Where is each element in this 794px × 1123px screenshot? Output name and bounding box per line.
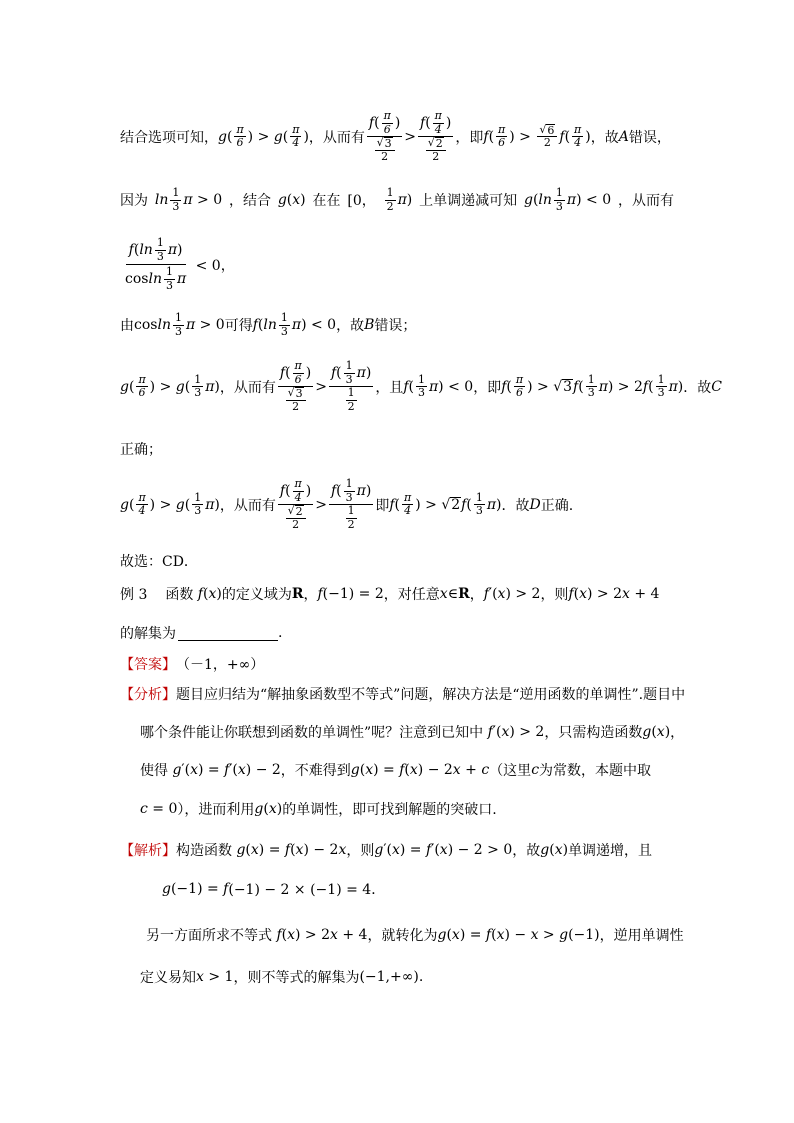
text: ， [303, 587, 318, 603]
line-option-b: 由 cosln $\frac{1}{3}$ π > 0 可得 f(ln $\frac{1}{3}$ π) < 0 ，故 B 错误； [120, 311, 417, 338]
text: ，则 [346, 843, 375, 859]
fraction: f ( $\frac{\pi}{6}$ ) √ 3 2 [368, 109, 401, 163]
example-3-line-2 [120, 623, 282, 643]
line-correct [120, 439, 162, 459]
text: ， [670, 725, 685, 741]
text: C [711, 378, 722, 395]
text: 的单调性，即可找到解题的突破口. [282, 802, 497, 818]
text: [0， [347, 193, 376, 210]
text: 正确. [540, 497, 574, 514]
solution-line-4: 定义易知 x > 1 ，则不等式的解集为 (−1,+∞) . [140, 969, 424, 986]
text: 的解集为 [120, 626, 176, 642]
analysis-line-1 [120, 684, 685, 704]
line-choice [120, 551, 198, 571]
text: 上单调递减可知 [419, 193, 518, 210]
fraction: f ( ln $\frac{1}{3}$ π ) cos ln $\frac{1}{3}$ π [125, 236, 187, 292]
answer-line [120, 654, 264, 674]
text: . [278, 625, 283, 641]
text: ，逆用单调性 [599, 928, 684, 944]
fraction: f ( $\frac{\pi}{4}$ ) √ 2 2 [279, 477, 312, 531]
text: 即 [375, 497, 390, 514]
line-option-d: g ( $\frac{\pi}{4}$ ) > g ( $\frac{1}{3}$ π ) ，从而有 f ( $\frac{\pi}{4}$ ) √ 2 2 > f ( $\frac{1}{3}$ π ) $\frac{1}{2}$ 即 f ( $\frac{\pi}{4}$ ) > √ 2 f ( $\frac{1}{3}$ π ) ．故 D 正确. [120, 477, 574, 531]
text: 为常数，本题中取 [539, 763, 652, 779]
text: 故选：CD． [120, 554, 198, 570]
text: ．故 [501, 497, 530, 514]
text: ，且 [375, 379, 404, 396]
text: 单调递增，且 [568, 843, 653, 859]
answer-tag: 【答案】 [120, 657, 176, 673]
text: 在在 [312, 193, 341, 210]
fraction: f ( $\frac{1}{3}$ π ) $\frac{1}{2}$ [330, 477, 372, 531]
text: ，从而有 [308, 129, 365, 146]
analysis-tag: 【分析】 [120, 687, 176, 703]
example-3-line-1: 例 3 函数 f ( x ) 的定义域为 R ， f (−1) = 2 ，对任意 x ∈ R ， f ′( x ) > 2 ，则 f ( x ) > 2 x + 4 [120, 586, 660, 603]
analysis-line-3: 使得 g ′( x ) = f ′( x ) − 2 ，不难得到 g ( x ) = f ( x ) − 2 x + c （这里 c 为常数，本题中取 [140, 762, 652, 779]
text: ，故 [512, 843, 541, 859]
text: D [529, 496, 541, 513]
text: 结合选项可知， [120, 129, 218, 146]
line-option-c: g ( $\frac{\pi}{6}$ ) > g ( $\frac{1}{3}$ π ) ，从而有 f ( $\frac{\pi}{6}$ ) √ 3 2 > f ( $\frac{1}{3}$ π ) $\frac{1}{2}$ ，且 f ( $\frac{1}{3}$ π ) < 0 ，即 f ( $\frac{\pi}{6}$ ) > √ 3 f ( $\frac{1}{3}$ π ) > 2 f ( $\frac{1}{3}$ π ) ．故 C [120, 359, 722, 413]
text: ，则不等式的解集为 [233, 970, 360, 986]
text: ， [469, 587, 484, 603]
solution-line-1: 【解析】 构造函数 g ( x ) = f ( x ) − 2 x ，则 g ′( x ) = f ′( x ) − 2 > 0 ，故 g ( x ) 单调递增，且 [120, 842, 653, 859]
text: . [418, 969, 424, 985]
text: 正确； [120, 442, 162, 458]
text: ，对任意 [383, 587, 440, 603]
text: ．故 [683, 379, 712, 396]
text: ，故 [336, 318, 365, 335]
text: 另一方面所求不等式 [146, 928, 272, 944]
text: ，结合 [228, 193, 271, 210]
fraction: f ( $\frac{1}{3}$ π ) $\frac{1}{2}$ [330, 359, 372, 413]
text: 题目应归结为“解抽象函数型不等式”问题，解决方法是“逆用函数的单调性”.题目中 [176, 687, 686, 703]
analysis-line-4: c = 0 ），进而利用 g ( x ) 的单调性，即可找到解题的突破口. [140, 801, 497, 818]
text: R [291, 586, 304, 602]
text: 错误， [628, 129, 671, 146]
text: B [364, 317, 375, 334]
text: 定义易知 [140, 970, 196, 986]
text: ，只需构造函数 [544, 725, 643, 741]
text: ，从而有 [219, 379, 276, 396]
text: （这里 [489, 763, 532, 779]
line-fraction-lt-zero: f ( ln $\frac{1}{3}$ π ) cos ln $\frac{1}{3}$ π < 0， [120, 236, 235, 294]
example-label: 例 3 [120, 587, 148, 603]
answer-value: （－1，+∞） [176, 657, 265, 673]
line-option-a: 结合选项可知， g ( $\frac{\pi}{6}$ ) > g ( $\frac{\pi}{4}$ ) ，从而有 f ( $\frac{\pi}{6}$ ) √ 3 2 > f ( $\frac{\pi}{4}$ ) √ 2 2 ，即 f ( $\frac{\pi}{6}$ ) > √ 6 2 f ( $\frac{\pi}{4}$ ) ，故 A 错误， [120, 109, 671, 163]
line-because: 因为 ln $\frac{1}{3}$ π > 0 ，结合 g(x) 在在 [0， $\frac{1}{2}$ π) 上单调递减可知 g(ln $\frac{1}{3}$ π) < 0 ，从而有 [120, 186, 674, 213]
text: 由 [120, 318, 134, 335]
text: 的定义域为 [221, 587, 292, 603]
text: A [618, 128, 629, 145]
text: ，即 [455, 129, 484, 146]
text: 因为 [120, 193, 148, 210]
text: ），进而利用 [177, 802, 255, 818]
answer-blank [178, 626, 278, 641]
fraction: f ( $\frac{\pi}{6}$ ) √ 3 2 [279, 359, 312, 413]
text: ，不难得到 [280, 763, 351, 779]
text: 使得 [140, 763, 168, 779]
text: 哪个条件能让你联想到函数的单调性”呢？注意到已知中 [140, 725, 484, 741]
analysis-line-2: 哪个条件能让你联想到函数的单调性”呢？注意到已知中 f ′( x ) > 2 ，只需构造函数 g ( x ) ， [140, 724, 685, 741]
fraction: f ( $\frac{\pi}{4}$ ) √ 2 2 [420, 109, 452, 163]
text: 错误； [374, 318, 417, 335]
solution-tag: 【解析】 [120, 843, 176, 859]
text: 函数 [165, 587, 194, 603]
text: ，就转化为 [367, 928, 438, 944]
text: ，从而有 [219, 497, 276, 514]
text: 可得 [224, 318, 253, 335]
text: ，则 [540, 587, 569, 603]
solution-line-2: g (−1) = f (−1) − 2 × (−1) = 4． [162, 881, 386, 898]
text: ，即 [473, 379, 502, 396]
text: ，故 [590, 129, 619, 146]
solution-line-3: 另一方面所求不等式 f ( x ) > 2 x + 4 ，就转化为 g ( x ) = f ( x ) − x > g (−1) ，逆用单调性 [146, 927, 684, 944]
text: 构造函数 [176, 843, 232, 859]
text: ，从而有 [617, 193, 674, 210]
